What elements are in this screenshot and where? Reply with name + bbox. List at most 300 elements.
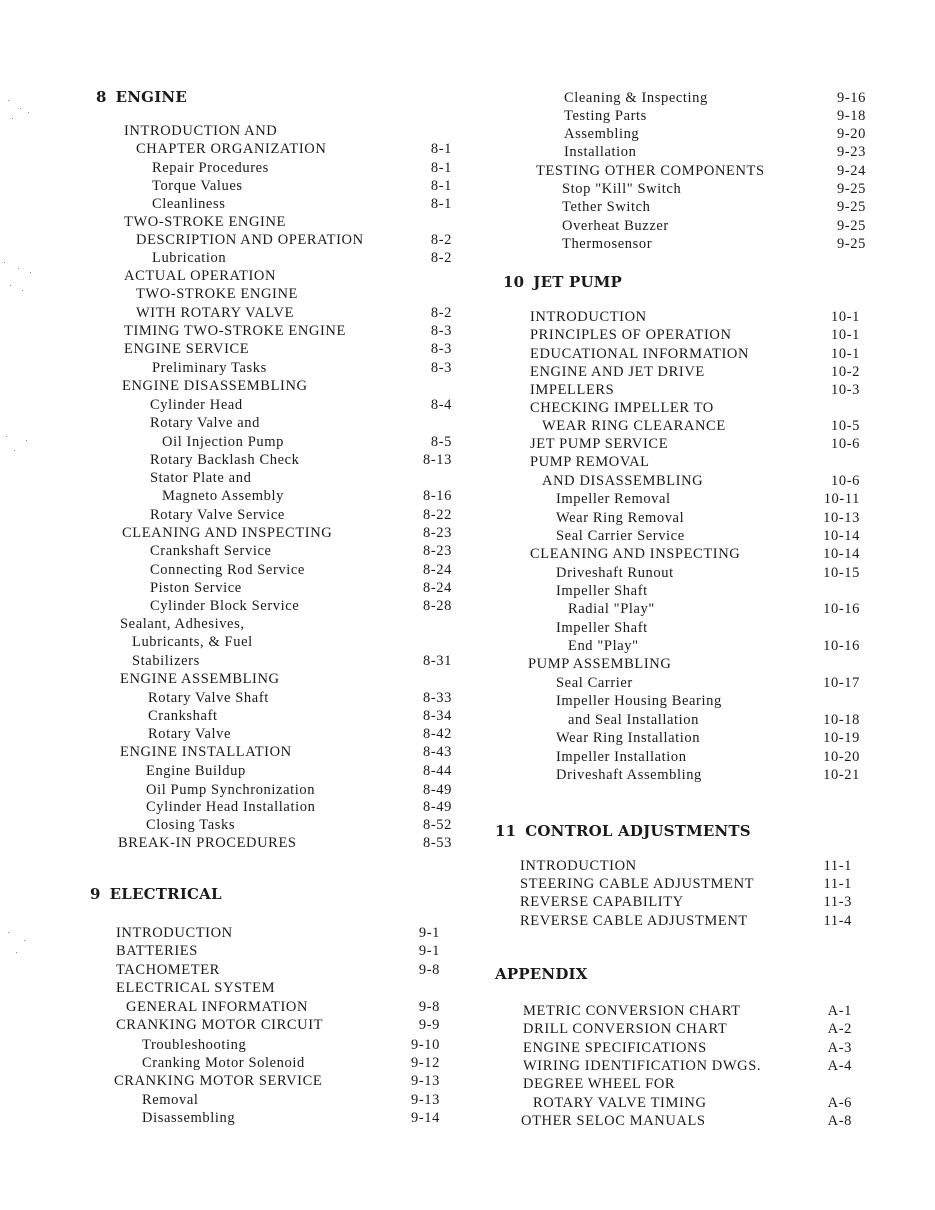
toc-entry-label: Impeller Shaft xyxy=(556,620,648,636)
toc-entry-page: 10-18 xyxy=(823,712,860,728)
chapter-title: APPENDIX xyxy=(495,965,588,983)
toc-entry-label: Driveshaft Assembling xyxy=(556,767,702,783)
toc-entry-label: Troubleshooting xyxy=(142,1037,247,1053)
toc-entry-label: Cylinder Head xyxy=(150,397,243,413)
toc-entry-label: Rotary Valve Service xyxy=(150,507,285,523)
toc-entry-page: 8-34 xyxy=(423,708,452,724)
toc-entry-label: Preliminary Tasks xyxy=(152,360,267,376)
toc-entry-label: CLEANING AND INSPECTING xyxy=(530,546,741,562)
toc-entry-page: 10-6 xyxy=(831,473,860,489)
toc-entry-label: TIMING TWO-STROKE ENGINE xyxy=(124,323,346,339)
toc-entry xyxy=(148,689,452,707)
toc-entry xyxy=(142,1091,440,1109)
toc-entry xyxy=(124,322,452,340)
toc-entry xyxy=(152,249,452,267)
toc-entry-page: 8-33 xyxy=(423,690,452,706)
toc-entry-label: Stator Plate and xyxy=(150,470,252,486)
toc-entry-label: AND DISASSEMBLING xyxy=(542,473,704,489)
toc-entry-label: OTHER SELOC MANUALS xyxy=(521,1113,706,1129)
toc-entry-page: 9-23 xyxy=(837,144,866,160)
toc-entry xyxy=(556,729,860,747)
toc-entry xyxy=(146,798,452,816)
toc-entry xyxy=(124,213,452,231)
toc-entry xyxy=(564,107,866,125)
toc-entry xyxy=(116,1016,440,1034)
toc-entry-page: 8-1 xyxy=(430,141,452,157)
toc-entry xyxy=(521,1112,852,1130)
toc-entry xyxy=(556,766,860,784)
toc-entry xyxy=(152,159,452,177)
scan-noise xyxy=(8,932,9,933)
toc-entry-label: REVERSE CAPABILITY xyxy=(520,894,684,910)
toc-entry xyxy=(120,743,452,761)
toc-entry-page: 9-20 xyxy=(837,126,866,142)
scan-noise xyxy=(4,262,5,263)
toc-entry xyxy=(148,725,452,743)
toc-entry-label: Magneto Assembly xyxy=(162,488,284,504)
toc-entry-label: Removal xyxy=(142,1092,199,1108)
toc-entry-page: 9-10 xyxy=(411,1037,440,1053)
toc-entry xyxy=(523,1039,852,1057)
toc-entry-label: CRANKING MOTOR SERVICE xyxy=(114,1073,323,1089)
toc-entry xyxy=(564,89,866,107)
toc-entry xyxy=(564,125,866,143)
toc-entry xyxy=(568,600,860,618)
toc-entry-page: 8-31 xyxy=(423,653,452,669)
toc-entry xyxy=(162,487,452,505)
toc-entry-page: A-6 xyxy=(827,1095,852,1111)
toc-entry-page: 8-16 xyxy=(423,488,452,504)
toc-entry-page: 8-2 xyxy=(430,232,452,248)
toc-entry xyxy=(556,564,860,582)
toc-entry-label: Testing Parts xyxy=(564,108,647,124)
chapter-heading-c11 xyxy=(495,822,751,840)
toc-entry-label: Disassembling xyxy=(142,1110,236,1126)
chapter-heading-appendix xyxy=(495,965,588,983)
toc-entry xyxy=(530,363,860,381)
toc-entry xyxy=(116,979,440,997)
toc-entry-label: Crankshaft xyxy=(148,708,218,724)
toc-entry xyxy=(530,545,860,563)
toc-entry-label: Oil Injection Pump xyxy=(162,434,284,450)
toc-entry-label: Thermosensor xyxy=(562,236,653,252)
toc-entry xyxy=(114,1072,440,1090)
toc-entry-label: TESTING OTHER COMPONENTS xyxy=(536,163,765,179)
toc-entry-label: Cylinder Head Installation xyxy=(146,799,316,815)
chapter-number: 9 xyxy=(90,885,101,903)
toc-entry-label: ROTARY VALVE TIMING xyxy=(533,1095,707,1111)
toc-entry-label: Cleaning & Inspecting xyxy=(564,90,708,106)
scan-noise xyxy=(28,112,29,113)
toc-entry-page: 10-1 xyxy=(831,309,860,325)
toc-entry xyxy=(530,399,860,417)
toc-entry-label: Wear Ring Installation xyxy=(556,730,701,746)
scan-noise xyxy=(16,952,17,953)
toc-entry-label: Driveshaft Runout xyxy=(556,565,674,581)
toc-entry xyxy=(146,816,452,834)
toc-entry xyxy=(542,417,860,435)
toc-entry xyxy=(556,582,860,600)
toc-entry xyxy=(150,469,452,487)
toc-entry xyxy=(136,140,452,158)
toc-entry-label: JET PUMP SERVICE xyxy=(530,436,669,452)
toc-entry xyxy=(533,1094,852,1112)
toc-entry-label: REVERSE CABLE ADJUSTMENT xyxy=(520,913,748,929)
toc-entry xyxy=(148,707,452,725)
toc-entry xyxy=(530,453,860,471)
toc-entry-page: 9-8 xyxy=(418,999,440,1015)
toc-entry xyxy=(530,326,860,344)
toc-entry-label: Cleanliness xyxy=(152,196,226,212)
toc-entry xyxy=(520,857,852,875)
toc-entry-label: METRIC CONVERSION CHART xyxy=(523,1003,741,1019)
toc-entry xyxy=(124,340,452,358)
toc-entry-label: ENGINE SERVICE xyxy=(124,341,250,357)
toc-entry-page: 10-21 xyxy=(823,767,860,783)
toc-entry xyxy=(132,652,452,670)
toc-entry-label: Tether Switch xyxy=(562,199,651,215)
chapter-title: JET PUMP xyxy=(533,273,623,291)
scan-noise xyxy=(10,285,11,286)
toc-entry-label: TWO-STROKE ENGINE xyxy=(136,286,299,302)
toc-entry-label: Rotary Valve and xyxy=(150,415,261,431)
toc-entry-page: 11-1 xyxy=(823,876,852,892)
toc-entry-page: 8-44 xyxy=(423,763,452,779)
toc-entry-label: DRILL CONVERSION CHART xyxy=(523,1021,728,1037)
chapter-number: 10 xyxy=(503,273,525,291)
toc-entry-page: 9-8 xyxy=(418,962,440,978)
toc-entry xyxy=(142,1054,440,1072)
chapter-heading-c8 xyxy=(96,88,187,106)
toc-entry xyxy=(520,875,852,893)
toc-entry xyxy=(523,1057,852,1075)
toc-entry-page: A-1 xyxy=(827,1003,852,1019)
toc-entry xyxy=(132,633,452,651)
toc-entry-page: 9-1 xyxy=(418,943,440,959)
toc-entry-page: 9-14 xyxy=(411,1110,440,1126)
toc-entry-page: 10-5 xyxy=(831,418,860,434)
toc-entry xyxy=(556,509,860,527)
chapter-title: ELECTRICAL xyxy=(109,885,222,903)
toc-entry-page: 11-3 xyxy=(823,894,852,910)
toc-entry-page: 8-49 xyxy=(423,782,452,798)
toc-entry-label: DEGREE WHEEL FOR xyxy=(523,1076,676,1092)
toc-entry xyxy=(556,674,860,692)
toc-entry-page: 8-52 xyxy=(423,817,452,833)
scan-noise xyxy=(24,940,25,941)
scan-noise xyxy=(8,100,9,101)
toc-entry xyxy=(523,1075,852,1093)
scan-noise xyxy=(12,118,13,119)
toc-entry xyxy=(523,1002,852,1020)
toc-entry-page: 8-24 xyxy=(423,580,452,596)
toc-entry-label: Impeller Shaft xyxy=(556,583,648,599)
toc-entry xyxy=(568,637,860,655)
toc-entry-label: ELECTRICAL SYSTEM xyxy=(116,980,276,996)
toc-entry-label: Cylinder Block Service xyxy=(150,598,300,614)
toc-entry-label: Impeller Housing Bearing xyxy=(556,693,722,709)
scan-noise xyxy=(14,450,15,451)
toc-entry-page: 9-25 xyxy=(837,181,866,197)
toc-entry xyxy=(556,527,860,545)
toc-entry-label: Connecting Rod Service xyxy=(150,562,305,578)
toc-entry-label: WIRING IDENTIFICATION DWGS. xyxy=(523,1058,762,1074)
toc-entry-page: 10-11 xyxy=(823,491,860,507)
toc-entry xyxy=(150,561,452,579)
toc-entry-label: Cranking Motor Solenoid xyxy=(142,1055,305,1071)
toc-entry xyxy=(523,1020,852,1038)
toc-entry-page: 11-1 xyxy=(823,858,852,874)
toc-entry-label: Assembling xyxy=(564,126,640,142)
toc-entry-label: INTRODUCTION xyxy=(116,925,233,941)
toc-entry xyxy=(562,235,866,253)
toc-entry xyxy=(126,998,440,1016)
toc-entry xyxy=(122,524,452,542)
toc-entry xyxy=(120,615,452,633)
toc-entry-label: CRANKING MOTOR CIRCUIT xyxy=(116,1017,324,1033)
chapter-heading-c10 xyxy=(503,273,622,291)
chapter-title: ENGINE xyxy=(115,88,187,106)
toc-entry xyxy=(150,414,452,432)
toc-entry-label: End "Play" xyxy=(568,638,639,654)
toc-entry-label: Rotary Backlash Check xyxy=(150,452,300,468)
toc-entry-label: TACHOMETER xyxy=(116,962,220,978)
toc-entry xyxy=(152,177,452,195)
toc-entry-page: 9-25 xyxy=(837,199,866,215)
toc-entry-page: 9-16 xyxy=(837,90,866,106)
toc-entry-label: CHAPTER ORGANIZATION xyxy=(136,141,327,157)
toc-entry xyxy=(562,198,866,216)
chapter-number: 11 xyxy=(495,822,517,840)
toc-entry xyxy=(120,670,452,688)
toc-entry-label: Closing Tasks xyxy=(146,817,236,833)
toc-entry-label: WEAR RING CLEARANCE xyxy=(542,418,726,434)
toc-entry-label: Seal Carrier Service xyxy=(556,528,685,544)
toc-entry-label: ENGINE SPECIFICATIONS xyxy=(523,1040,707,1056)
toc-entry-label: CHECKING IMPELLER TO xyxy=(530,400,714,416)
toc-entry-label: Lubrication xyxy=(152,250,227,266)
toc-entry-label: TWO-STROKE ENGINE xyxy=(124,214,287,230)
toc-entry xyxy=(520,912,852,930)
toc-entry-page: 9-12 xyxy=(411,1055,440,1071)
toc-entry xyxy=(562,217,866,235)
toc-entry-page: 11-4 xyxy=(823,913,852,929)
toc-entry-label: PUMP REMOVAL xyxy=(530,454,650,470)
toc-entry-page: 8-5 xyxy=(430,434,452,450)
toc-entry-page: 8-42 xyxy=(423,726,452,742)
toc-entry-page: 10-15 xyxy=(823,565,860,581)
toc-entry-page: A-8 xyxy=(827,1113,852,1129)
scan-noise xyxy=(22,290,23,291)
toc-entry-label: Crankshaft Service xyxy=(150,543,272,559)
scan-noise xyxy=(6,436,7,437)
toc-entry-page: 8-2 xyxy=(430,305,452,321)
toc-entry-page: 8-4 xyxy=(430,397,452,413)
toc-entry-label: Overheat Buzzer xyxy=(562,218,669,234)
toc-entry-page: 9-18 xyxy=(837,108,866,124)
toc-entry xyxy=(530,345,860,363)
chapter-number: 8 xyxy=(96,88,107,106)
toc-entry xyxy=(116,961,440,979)
toc-entry-page: 8-49 xyxy=(423,799,452,815)
toc-entry-label: Installation xyxy=(564,144,637,160)
toc-entry-label: PUMP ASSEMBLING xyxy=(528,656,672,672)
toc-entry xyxy=(152,359,452,377)
toc-entry-label: Oil Pump Synchronization xyxy=(146,782,316,798)
toc-entry-page: 10-3 xyxy=(831,382,860,398)
toc-entry xyxy=(542,472,860,490)
toc-entry-label: Radial "Play" xyxy=(568,601,655,617)
toc-entry-page: 10-1 xyxy=(831,327,860,343)
scan-noise xyxy=(26,440,27,441)
toc-entry-page: 8-23 xyxy=(423,525,452,541)
toc-entry-label: STEERING CABLE ADJUSTMENT xyxy=(520,876,755,892)
toc-entry-page: 8-2 xyxy=(430,250,452,266)
toc-entry-label: Stop "Kill" Switch xyxy=(562,181,682,197)
toc-entry xyxy=(150,451,452,469)
toc-entry-page: 10-16 xyxy=(823,638,860,654)
toc-entry-label: DESCRIPTION AND OPERATION xyxy=(136,232,364,248)
toc-entry-page: 8-3 xyxy=(430,323,452,339)
toc-entry-label: and Seal Installation xyxy=(568,712,699,728)
toc-entry-label: Wear Ring Removal xyxy=(556,510,685,526)
scan-noise xyxy=(30,272,31,273)
toc-entry-page: 10-1 xyxy=(831,346,860,362)
toc-entry-label: Impeller Removal xyxy=(556,491,671,507)
chapter-heading-c9 xyxy=(90,885,222,903)
toc-entry-label: ENGINE INSTALLATION xyxy=(120,744,292,760)
toc-entry xyxy=(556,619,860,637)
toc-entry-page: 8-24 xyxy=(423,562,452,578)
toc-entry-page: A-3 xyxy=(827,1040,852,1056)
toc-entry xyxy=(528,655,860,673)
toc-entry xyxy=(116,924,440,942)
toc-entry-page: 9-25 xyxy=(837,236,866,252)
toc-entry-page: 10-13 xyxy=(823,510,860,526)
toc-entry-label: GENERAL INFORMATION xyxy=(126,999,309,1015)
toc-entry-label: EDUCATIONAL INFORMATION xyxy=(530,346,750,362)
toc-entry-label: Torque Values xyxy=(152,178,243,194)
toc-entry-page: 8-3 xyxy=(430,360,452,376)
toc-entry-label: BREAK-IN PROCEDURES xyxy=(118,835,297,851)
toc-entry-label: Seal Carrier xyxy=(556,675,633,691)
toc-entry-label: PRINCIPLES OF OPERATION xyxy=(530,327,732,343)
scan-noise xyxy=(18,268,19,269)
toc-entry-page: 10-14 xyxy=(823,528,860,544)
toc-entry-label: INTRODUCTION AND xyxy=(124,123,278,139)
toc-entry-label: Stabilizers xyxy=(132,653,200,669)
toc-entry-page: 10-2 xyxy=(831,364,860,380)
toc-entry xyxy=(150,579,452,597)
toc-entry xyxy=(556,692,860,710)
toc-entry xyxy=(564,143,866,161)
toc-entry-page: 9-25 xyxy=(837,218,866,234)
toc-entry-page: 10-14 xyxy=(823,546,860,562)
toc-entry-label: Rotary Valve Shaft xyxy=(148,690,269,706)
toc-entry-page: 8-1 xyxy=(430,196,452,212)
toc-entry-page: A-4 xyxy=(827,1058,852,1074)
toc-entry xyxy=(150,396,452,414)
toc-entry xyxy=(162,433,452,451)
toc-entry xyxy=(142,1036,440,1054)
toc-entry-label: BATTERIES xyxy=(116,943,198,959)
toc-entry xyxy=(530,308,860,326)
toc-entry-page: 8-53 xyxy=(423,835,452,851)
toc-entry-page: 10-16 xyxy=(823,601,860,617)
toc-entry-page: 9-13 xyxy=(411,1092,440,1108)
toc-entry-label: IMPELLERS xyxy=(530,382,615,398)
toc-entry-label: INTRODUCTION xyxy=(520,858,637,874)
toc-entry-page: 8-28 xyxy=(423,598,452,614)
toc-entry-page: 10-17 xyxy=(823,675,860,691)
toc-entry xyxy=(146,781,452,799)
toc-entry-label: Sealant, Adhesives, xyxy=(120,616,245,632)
toc-entry xyxy=(116,942,440,960)
toc-entry-label: ACTUAL OPERATION xyxy=(124,268,277,284)
toc-entry-page: 10-6 xyxy=(831,436,860,452)
toc-entry xyxy=(520,893,852,911)
toc-entry-page: A-2 xyxy=(827,1021,852,1037)
toc-entry-page: 9-24 xyxy=(837,163,866,179)
toc-entry xyxy=(118,834,452,852)
toc-entry xyxy=(146,762,452,780)
toc-entry xyxy=(530,435,860,453)
toc-entry xyxy=(124,267,452,285)
toc-entry xyxy=(136,231,452,249)
toc-entry-page: 8-23 xyxy=(423,543,452,559)
toc-entry-label: Impeller Installation xyxy=(556,749,687,765)
toc-entry xyxy=(556,490,860,508)
toc-entry xyxy=(124,122,452,140)
toc-entry-page: 10-20 xyxy=(823,749,860,765)
toc-entry xyxy=(150,597,452,615)
toc-entry-page: 8-1 xyxy=(430,160,452,176)
toc-entry xyxy=(568,711,860,729)
toc-entry-label: INTRODUCTION xyxy=(530,309,647,325)
toc-entry-page: 9-13 xyxy=(411,1073,440,1089)
toc-entry-label: WITH ROTARY VALVE xyxy=(136,305,295,321)
toc-entry-label: ENGINE DISASSEMBLING xyxy=(122,378,308,394)
toc-entry xyxy=(562,180,866,198)
toc-entry-page: 8-43 xyxy=(423,744,452,760)
toc-entry-label: Piston Service xyxy=(150,580,242,596)
toc-entry xyxy=(536,162,866,180)
toc-entry xyxy=(136,285,452,303)
toc-entry xyxy=(556,748,860,766)
toc-entry-label: ENGINE ASSEMBLING xyxy=(120,671,280,687)
toc-entry xyxy=(136,304,452,322)
toc-entry-page: 8-13 xyxy=(423,452,452,468)
toc-entry-page: 10-19 xyxy=(823,730,860,746)
toc-entry-label: Engine Buildup xyxy=(146,763,246,779)
toc-entry-label: Repair Procedures xyxy=(152,160,269,176)
chapter-title: CONTROL ADJUSTMENTS xyxy=(525,822,751,840)
toc-entry-label: ENGINE AND JET DRIVE xyxy=(530,364,705,380)
scan-noise xyxy=(20,108,21,109)
toc-entry-label: CLEANING AND INSPECTING xyxy=(122,525,333,541)
toc-entry xyxy=(150,542,452,560)
toc-entry-label: Lubricants, & Fuel xyxy=(132,634,253,650)
toc-entry-page: 8-1 xyxy=(430,178,452,194)
toc-entry-page: 9-9 xyxy=(418,1017,440,1033)
toc-entry xyxy=(530,381,860,399)
toc-entry-page: 8-3 xyxy=(430,341,452,357)
toc-entry xyxy=(142,1109,440,1127)
toc-entry-page: 9-1 xyxy=(418,925,440,941)
toc-entry xyxy=(122,377,452,395)
toc-entry-label: Rotary Valve xyxy=(148,726,232,742)
toc-entry xyxy=(152,195,452,213)
